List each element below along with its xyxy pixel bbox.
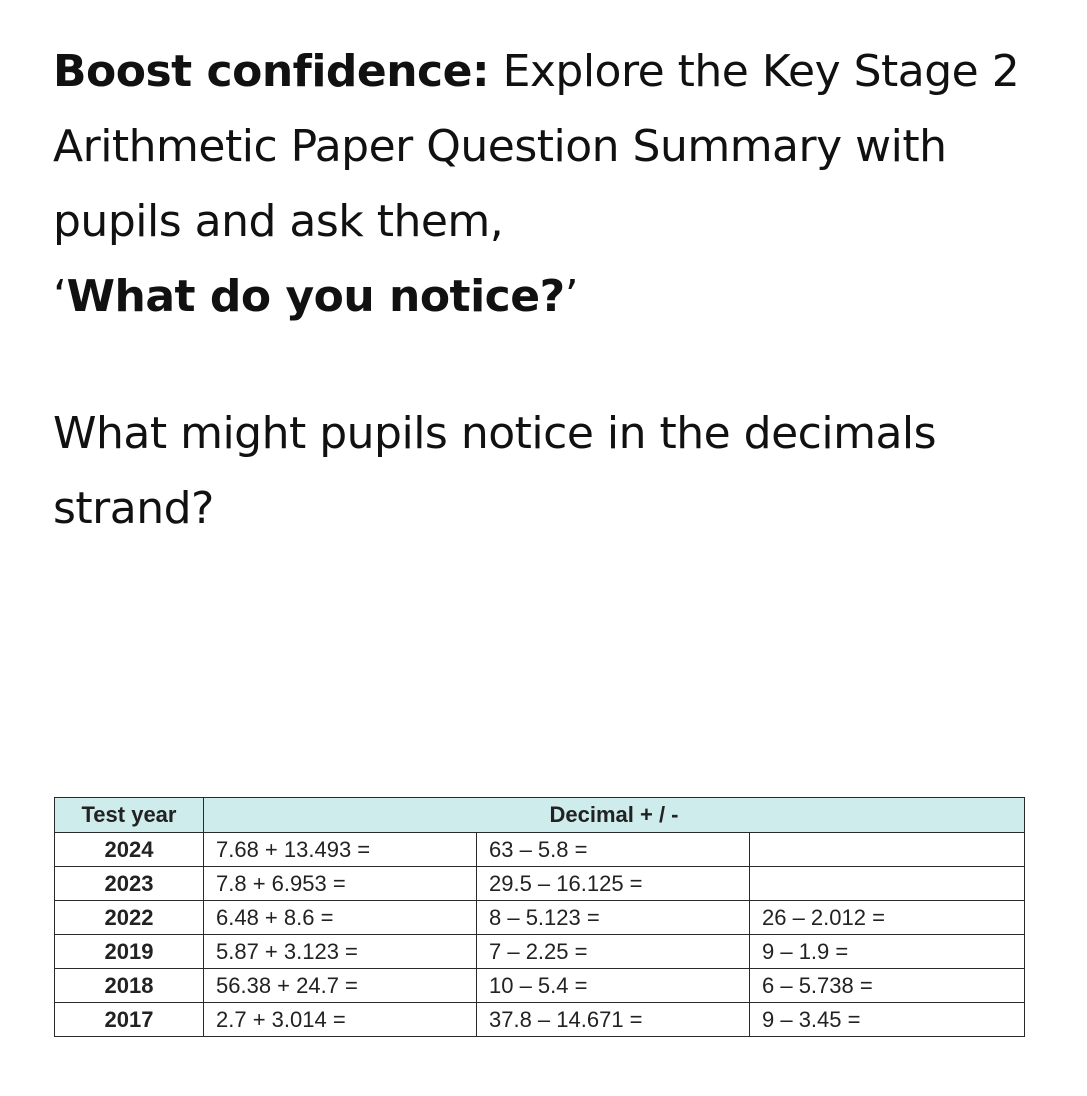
question-cell: 7.68 + 13.493 = [204, 833, 477, 867]
question-cell: 26 – 2.012 = [750, 901, 1025, 935]
question-cell [750, 833, 1025, 867]
question-cell: 37.8 – 14.671 = [477, 1003, 750, 1037]
table-row [55, 833, 1025, 867]
intro-text: Explore the Key Stage 2 Arithmetic Paper Question Summary with pupils and ask them, [53, 46, 1020, 247]
question-cell: 8 – 5.123 = [477, 901, 750, 935]
row-year: 2018 [55, 969, 204, 1003]
row-year: 2019 [55, 935, 204, 969]
header-test-year: Test year [55, 798, 204, 833]
intro-bold-question: What do you notice? [66, 271, 565, 322]
question-cell: 56.38 + 24.7 = [204, 969, 477, 1003]
question-cell: 2.7 + 3.014 = [204, 1003, 477, 1037]
question-cell: 29.5 – 16.125 = [477, 867, 750, 901]
question-cell: 9 – 1.9 = [750, 935, 1025, 969]
row-year: 2017 [55, 1003, 204, 1037]
question-cell: 9 – 3.45 = [750, 1003, 1025, 1037]
decimals-table [54, 797, 1025, 1037]
intro-paragraph [53, 34, 1053, 334]
intro-bold-lead: Boost confidence: [53, 46, 490, 97]
table-row [55, 969, 1025, 1003]
row-year: 2022 [55, 901, 204, 935]
question-cell: 6.48 + 8.6 = [204, 901, 477, 935]
question-cell [750, 867, 1025, 901]
table-row [55, 867, 1025, 901]
decimals-question: What might pupils notice in the decimals strand? [53, 408, 937, 534]
table-row [55, 901, 1025, 935]
question-cell: 6 – 5.738 = [750, 969, 1025, 1003]
question-cell: 5.87 + 3.123 = [204, 935, 477, 969]
table-header-row [55, 798, 1025, 833]
question-cell: 10 – 5.4 = [477, 969, 750, 1003]
question-cell: 7 – 2.25 = [477, 935, 750, 969]
row-year: 2024 [55, 833, 204, 867]
header-decimal-strand: Decimal + / - [204, 798, 1025, 833]
quote-close: ’ [564, 271, 579, 322]
question-cell: 63 – 5.8 = [477, 833, 750, 867]
quote-open: ‘ [53, 271, 67, 322]
question-summary-table [54, 797, 1024, 1037]
table-row [55, 935, 1025, 969]
row-year: 2023 [55, 867, 204, 901]
table-row [55, 1003, 1025, 1037]
question-cell: 7.8 + 6.953 = [204, 867, 477, 901]
